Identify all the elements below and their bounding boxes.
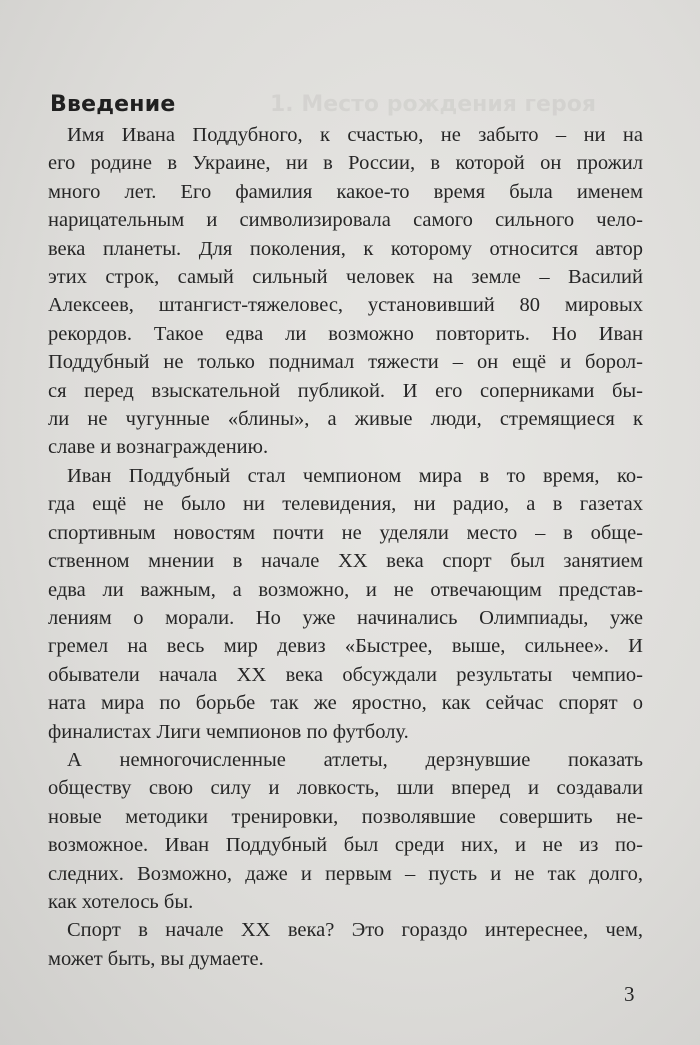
text-line: обыватели начала ХХ века обсуждали результаты чемпио- xyxy=(48,663,643,686)
text-line: этих строк, самый сильный человек на земле – Василий xyxy=(48,266,643,289)
paragraph-3 xyxy=(48,746,643,916)
text-line: может быть, вы думаете. xyxy=(48,947,264,970)
paragraph-2 xyxy=(48,462,643,746)
text-line: Имя Ивана Поддубного, к счастью, не забыто – ни на xyxy=(67,124,643,146)
text-line: А немногочисленные атлеты, дерзнувшие показать xyxy=(67,748,643,771)
text-line: лениям о морали. Но уже начинались Олимпиады, уже xyxy=(48,606,643,629)
text-line: нарицательным и символизировала самого сильного чело- xyxy=(48,209,643,232)
text-line: ственном мнении в начале ХХ века спорт был занятием xyxy=(48,550,643,573)
text-line: возможное. Иван Поддубный был среди них, и не из по- xyxy=(48,834,643,857)
section-heading: Введение xyxy=(50,92,176,117)
text-line: Спорт в начале ХХ века? Это гораздо интереснее, чем, xyxy=(67,919,643,942)
text-line: Алексеев, штангист-тяжеловес, установивший 80 мировых xyxy=(48,294,643,317)
text-line: обществу свою силу и ловкость, шли вперед и создавали xyxy=(48,777,643,800)
text-line: следних. Возможно, даже и первым – пусть и не так долго, xyxy=(48,862,643,885)
text-line: ли не чугунные «блины», а живые люди, стремящиеся к xyxy=(48,408,643,431)
text-line: рекордов. Такое едва ли возможно повторить. Но Иван xyxy=(48,322,643,345)
page-number: 3 xyxy=(624,982,635,1006)
text-line: ся перед взыскательной публикой. И его соперниками бы- xyxy=(48,379,643,402)
paragraph-4 xyxy=(48,916,643,973)
text-line: как хотелось бы. xyxy=(48,890,194,913)
text-line: века планеты. Для поколения, к которому относится автор xyxy=(48,237,643,260)
text-line: его родине в Украине, ни в России, в которой он прожил xyxy=(48,152,643,175)
text-line: едва ли важным, а возможно, и не отвечающим представ- xyxy=(48,578,643,601)
paragraph-1 xyxy=(48,121,643,462)
text-line: гремел на весь мир девиз «Быстрее, выше, сильнее». И xyxy=(48,635,643,658)
text-line: спортивным новостям почти не уделяли место – в обще- xyxy=(48,521,643,544)
text-line: новые методики тренировки, позволявшие совершить не- xyxy=(48,805,643,828)
bleed-through-heading: 1. Место рождения героя xyxy=(270,92,596,117)
text-line: гда ещё не было ни телевидения, ни радио, а в газетах xyxy=(48,493,643,516)
text-line: славе и вознаграждению. xyxy=(48,436,269,459)
text-line: много лет. Его фамилия какое-то время была именем xyxy=(48,180,643,203)
text-line: финалистах Лиги чемпионов по футболу. xyxy=(48,720,409,743)
text-line: Иван Поддубный стал чемпионом мира в то время, ко- xyxy=(67,464,643,487)
body-text xyxy=(48,121,643,973)
text-line: ната мира по борьбе так же яростно, как сейчас спорят о xyxy=(48,692,643,715)
text-line: Поддубный не только поднимал тяжести – он ещё и борол- xyxy=(48,351,643,374)
